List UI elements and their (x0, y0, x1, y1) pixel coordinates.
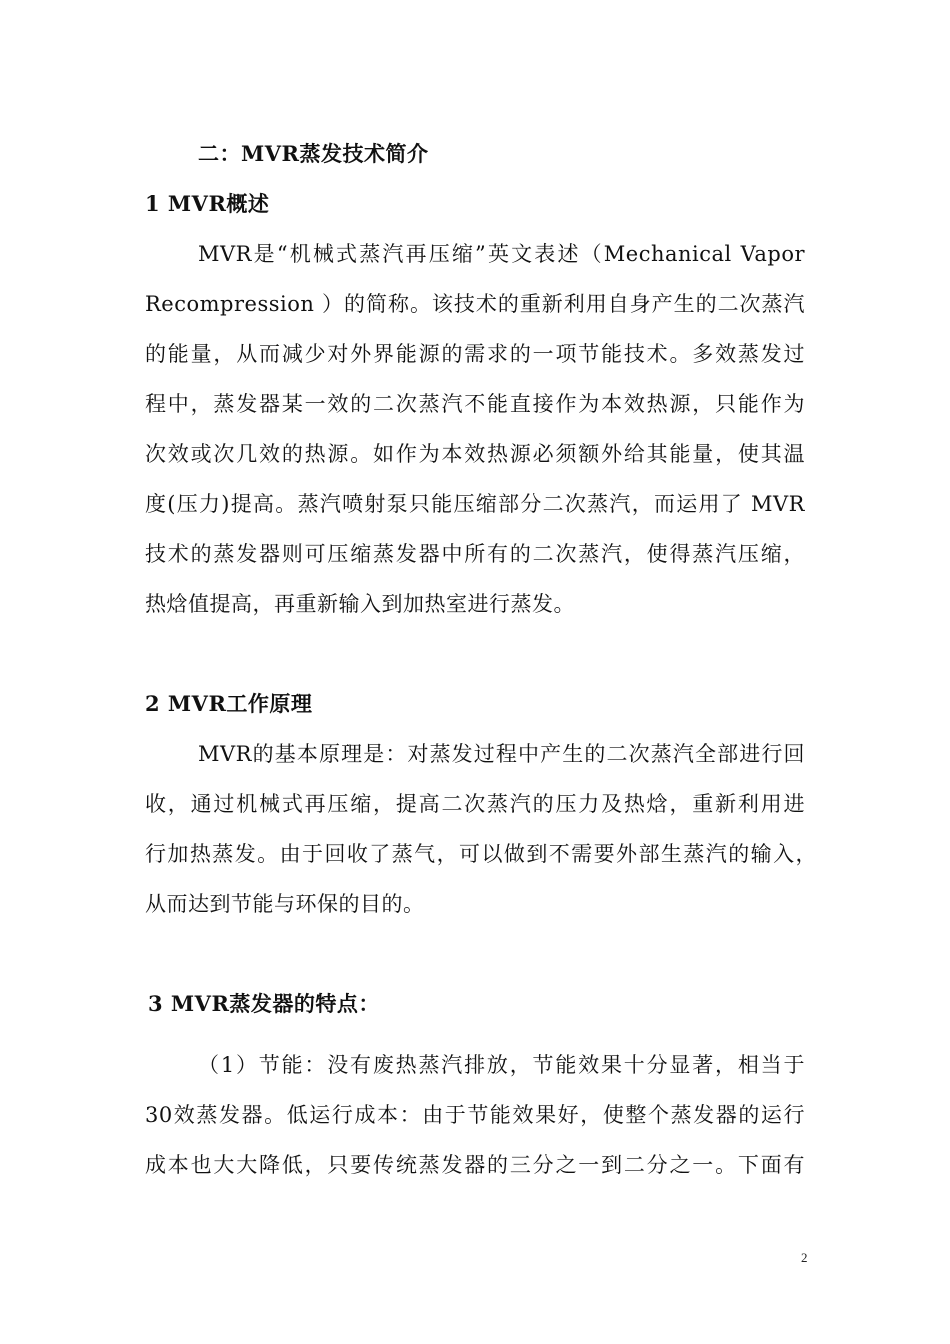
paragraph-line: 的能量，从而减少对外界能源的需求的一项节能技术。多效蒸发过 (145, 342, 805, 366)
paragraph-line: 热焓值提高，再重新输入到加热室进行蒸发。 (145, 592, 575, 616)
heading-mvr-features: 3 MVR蒸发器的特点： (148, 991, 380, 1016)
heading-mvr-principle: 2 MVR工作原理 (145, 691, 313, 716)
page-number: 2 (801, 1250, 808, 1265)
paragraph-line: 成本也大大降低，只要传统蒸发器的三分之一到二分之一。下面有 (145, 1153, 805, 1177)
paragraph-line: （1）节能：没有废热蒸汽排放，节能效果十分显著，相当于 (198, 1053, 805, 1077)
paragraph-line: 程中，蒸发器某一效的二次蒸汽不能直接作为本效热源，只能作为 (145, 392, 805, 416)
heading-mvr-overview: 1 MVR概述 (145, 191, 270, 216)
paragraph-line: 从而达到节能与环保的目的。 (145, 892, 425, 916)
paragraph-line: 次效或次几效的热源。如作为本效热源必须额外给其能量，使其温 (145, 442, 805, 466)
paragraph-line: 30效蒸发器。低运行成本：由于节能效果好，使整个蒸发器的运行 (145, 1103, 805, 1127)
paragraph-line: MVR是“机械式蒸汽再压缩”英文表述（Mechanical Vapor (198, 242, 805, 266)
section-title: 二：MVR蒸发技术简介 (198, 141, 429, 166)
paragraph-line: 度(压力)提高。蒸汽喷射泵只能压缩部分二次蒸汽，而运用了 MVR (145, 492, 805, 516)
paragraph-line: MVR的基本原理是：对蒸发过程中产生的二次蒸汽全部进行回 (198, 742, 805, 766)
paragraph-line: 收，通过机械式再压缩，提高二次蒸汽的压力及热焓，重新利用进 (145, 792, 805, 816)
paragraph-line: 行加热蒸发。由于回收了蒸气，可以做到不需要外部生蒸汽的输入， (145, 842, 817, 866)
paragraph-line: 技术的蒸发器则可压缩蒸发器中所有的二次蒸汽，使得蒸汽压缩， (145, 542, 805, 566)
paragraph-line: Recompression ）的简称。该技术的重新利用自身产生的二次蒸汽 (145, 292, 805, 316)
